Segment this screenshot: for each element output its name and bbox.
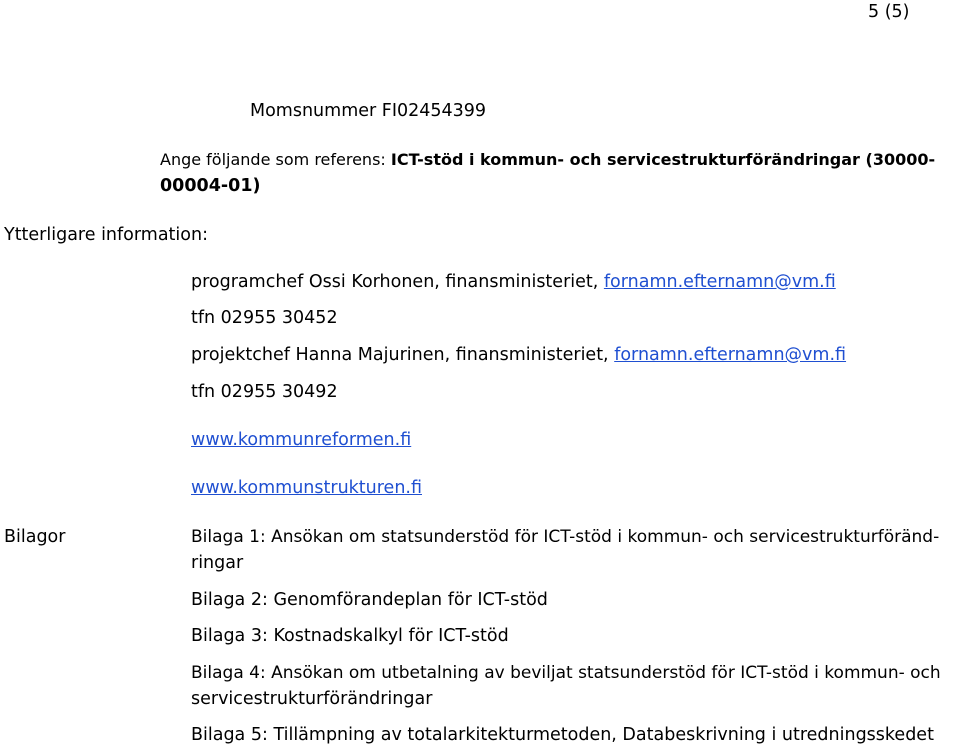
contact-2-text: projektchef Hanna Majurinen, finansministeriet, — [191, 345, 615, 365]
contact-1-email-link[interactable]: fornamn.efternamn@vm.fi — [603, 272, 836, 292]
attachments-label: Bilagor — [4, 527, 66, 547]
contact-2-phone: tfn 02955 30492 — [191, 382, 338, 402]
reference-line-1 — [160, 148, 935, 172]
contact-1-phone: tfn 02955 30452 — [191, 308, 338, 328]
vat-number: Momsnummer FI02454399 — [250, 101, 487, 121]
additional-info-label: Ytterligare information: — [4, 225, 208, 245]
reference-text: ICT-stöd i kommun- och servicestrukturförändringar (30000- — [390, 150, 936, 169]
attachment-2: Bilaga 2: Genomförandeplan för ICT-stöd — [191, 590, 548, 610]
contact-2-email-link[interactable]: fornamn.efternamn@vm.fi — [614, 345, 847, 365]
attachment-1-line-2: ringar — [191, 553, 244, 573]
kommunstrukturen-link[interactable]: www.kommunstrukturen.fi — [191, 478, 422, 498]
reference-line-2: 00004-01) — [160, 176, 261, 196]
attachment-3: Bilaga 3: Kostnadskalkyl för ICT-stöd — [191, 626, 509, 646]
page-number: 5 (5) — [868, 2, 910, 22]
attachment-5: Bilaga 5: Tillämpning av totalarkitekturmetoden, Databeskrivning i utredningsskedet — [191, 725, 934, 745]
contact-1 — [191, 270, 836, 294]
contact-1-text: programchef Ossi Korhonen, finansministeriet, — [191, 272, 604, 292]
attachment-4-line-2: servicestrukturförändringar — [191, 689, 433, 709]
reference-prefix: Ange följande som referens: — [160, 150, 391, 169]
contact-2 — [191, 343, 846, 367]
kommunreformen-link[interactable]: www.kommunreformen.fi — [191, 430, 412, 450]
attachment-1-line-1: Bilaga 1: Ansökan om statsunderstöd för ICT-stöd i kommun- och servicestrukturföränd- — [191, 527, 940, 547]
attachment-4-line-1: Bilaga 4: Ansökan om utbetalning av beviljat statsunderstöd för ICT-stöd i kommun- och — [191, 663, 941, 683]
